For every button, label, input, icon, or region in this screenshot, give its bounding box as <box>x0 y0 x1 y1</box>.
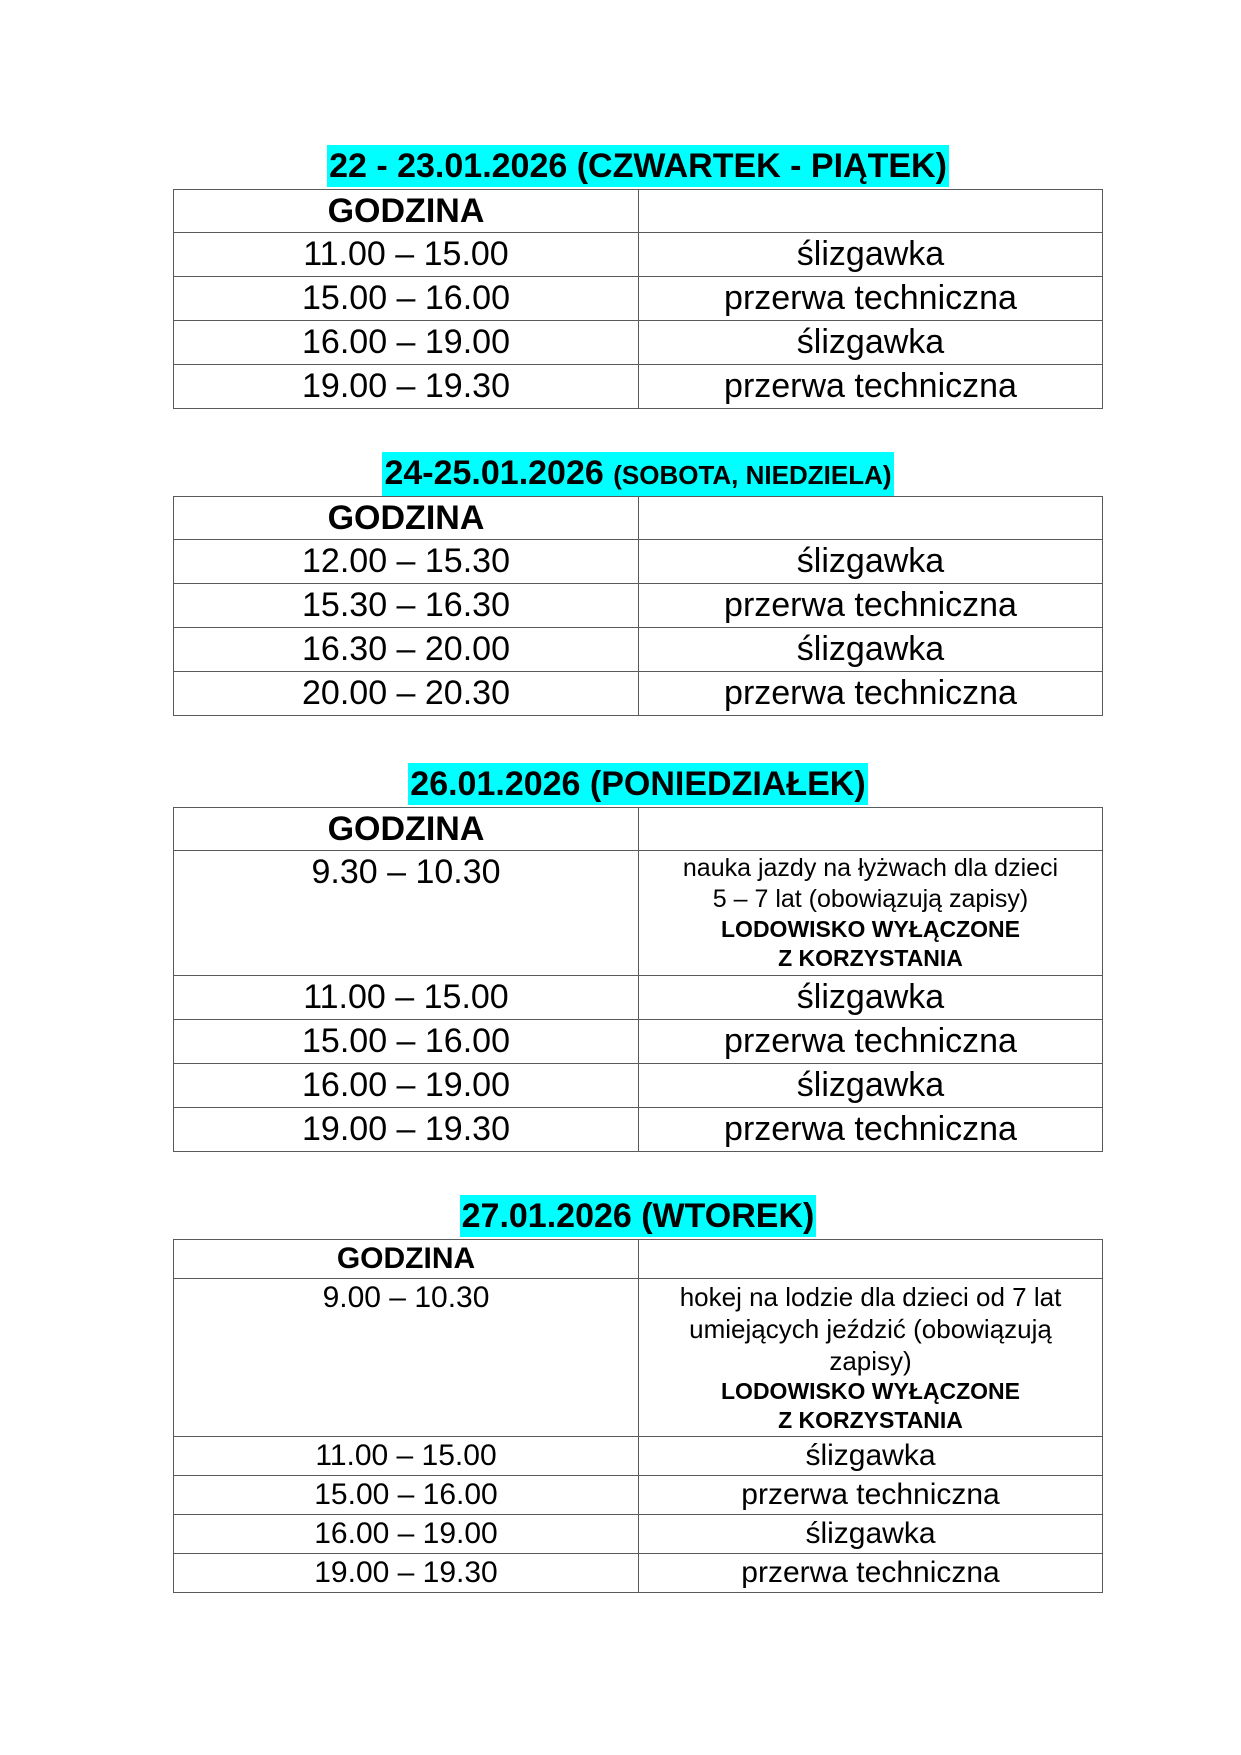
table-row: 9.30 – 10.30 nauka jazdy na łyżwach dla dzieci 5 – 7 lat (obowiązują zapisy) LODOWISKO WYŁĄCZONE Z KORZYSTANIA <box>174 851 1103 976</box>
table-row: 16.00 – 19.00 ślizgawka <box>174 1064 1103 1108</box>
header-godzina: GODZINA <box>174 1240 639 1279</box>
table-row: 16.00 – 19.00 ślizgawka <box>174 321 1103 365</box>
table-row: 9.00 – 10.30 hokej na lodzie dla dzieci od 7 lat umiejących jeździć (obowiązują zapisy) LODOWISKO WYŁĄCZONE Z KORZYSTANIA <box>174 1279 1103 1437</box>
schedule-table <box>173 1239 1103 1593</box>
header-godzina: GODZINA <box>174 808 639 851</box>
section-title: 27.01.2026 (WTOREK) <box>461 1197 815 1235</box>
activity-note: hokej na lodzie dla dzieci od 7 lat umiejących jeździć (obowiązują zapisy) LODOWISKO WYŁĄCZONE Z KORZYSTANIA <box>639 1279 1103 1437</box>
table-row: 15.00 – 16.00 przerwa techniczna <box>174 1020 1103 1064</box>
header-empty <box>639 497 1103 540</box>
table-row: 11.00 – 15.00 ślizgawka <box>174 976 1103 1020</box>
header-godzina: GODZINA <box>174 190 639 233</box>
header-empty <box>639 1240 1103 1279</box>
section-title: 22 - 23.01.2026 (CZWARTEK - PIĄTEK) <box>329 147 947 185</box>
schedule-table <box>173 807 1103 1152</box>
table-row: 15.30 – 16.30 przerwa techniczna <box>174 584 1103 628</box>
table-row: 19.00 – 19.30 przerwa techniczna <box>174 1554 1103 1593</box>
section-title: 26.01.2026 (PONIEDZIAŁEK) <box>410 765 866 803</box>
header-empty <box>639 808 1103 851</box>
section-title: 24-25.01.2026 (SOBOTA, NIEDZIELA) <box>382 452 893 496</box>
table-row: 11.00 – 15.00 ślizgawka <box>174 1437 1103 1476</box>
table-row: 16.00 – 19.00 ślizgawka <box>174 1515 1103 1554</box>
table-row: 16.30 – 20.00 ślizgawka <box>174 628 1103 672</box>
table-row: 15.00 – 16.00 przerwa techniczna <box>174 1476 1103 1515</box>
schedule-table <box>173 496 1103 716</box>
table-row: 12.00 – 15.30 ślizgawka <box>174 540 1103 584</box>
header-empty <box>639 190 1103 233</box>
table-row: 11.00 – 15.00 ślizgawka <box>174 233 1103 277</box>
table-row: 19.00 – 19.30 przerwa techniczna <box>174 1108 1103 1152</box>
schedule-table <box>173 189 1103 409</box>
table-row: 15.00 – 16.00 przerwa techniczna <box>174 277 1103 321</box>
header-godzina: GODZINA <box>174 497 639 540</box>
activity-note: nauka jazdy na łyżwach dla dzieci 5 – 7 lat (obowiązują zapisy) LODOWISKO WYŁĄCZONE Z KORZYSTANIA <box>639 851 1103 976</box>
table-row: 20.00 – 20.30 przerwa techniczna <box>174 672 1103 716</box>
table-row: 19.00 – 19.30 przerwa techniczna <box>174 365 1103 409</box>
